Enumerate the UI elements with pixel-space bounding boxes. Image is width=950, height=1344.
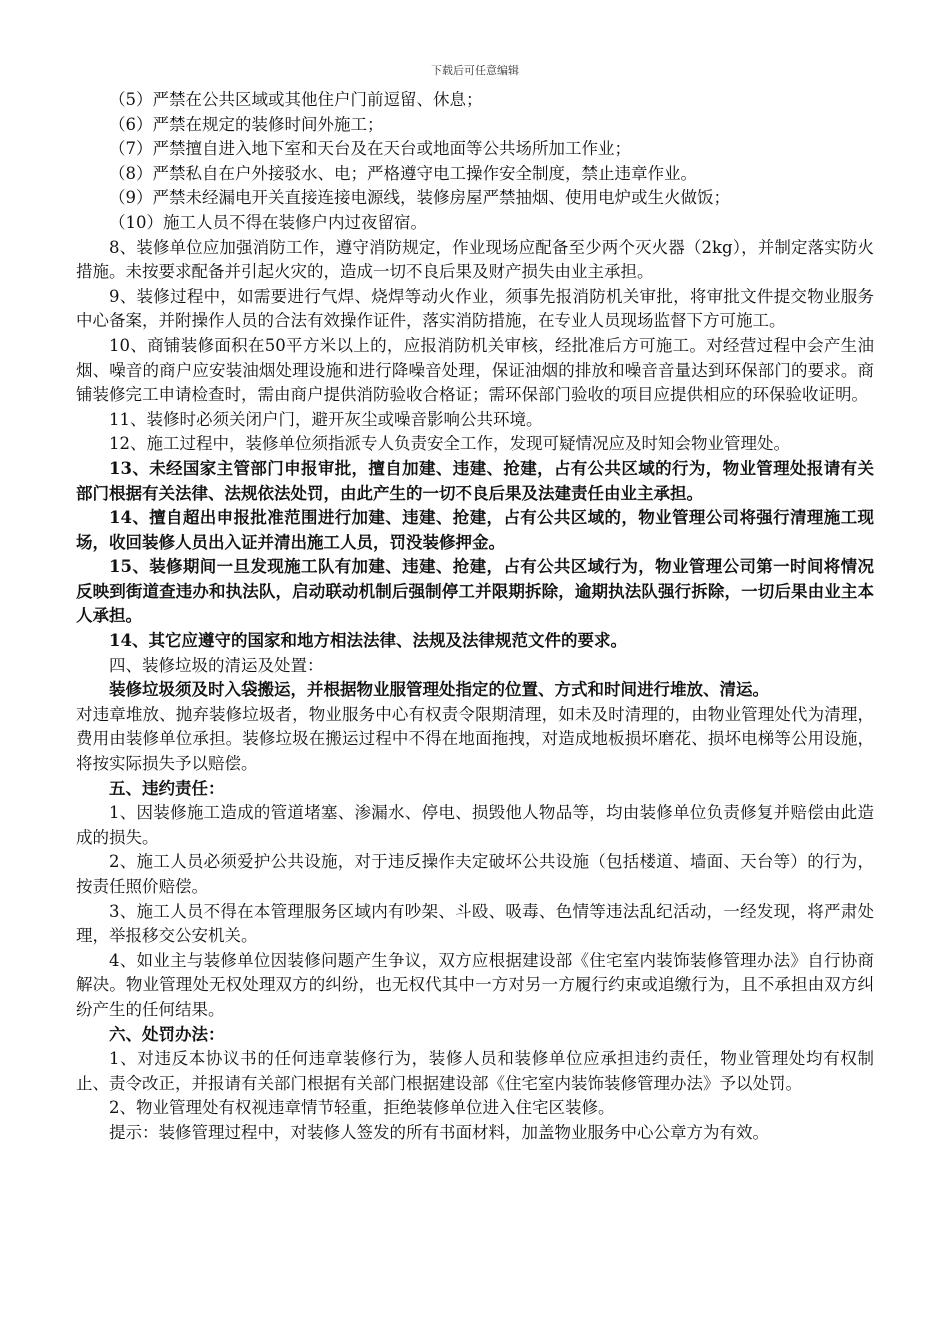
paragraph: （8）严禁私自在户外接驳水、电；严格遵守电工操作安全制度，禁止违章作业。 (109, 163, 697, 183)
paragraph: 11、装修时必须关闭户门，避开灰尘或噪音影响公共环境。 (109, 409, 543, 429)
paragraph: 14、其它应遵守的国家和地方相法法律、法规及法律规范文件的要求。 (109, 631, 627, 651)
paragraph: （7）严禁擅自进入地下室和天台及在天台或地面等公共场所加工作业； (109, 139, 631, 159)
paragraph: 14、擅自超出申报批准范围进行加建、违建、抢建，占有公共区域的，物业管理公司将强行清理施工现场，收回装修人员出入证并清出施工人员，罚没装修押金。 (76, 508, 874, 552)
paragraph: 提示：装修管理过程中，对装修人签发的所有书面材料，加盖物业服务中心公章方为有效。 (109, 1122, 769, 1142)
document-body (76, 88, 874, 1146)
paragraph: 1、因装修施工造成的管道堵塞、渗漏水、停电、损毁他人物品等，均由装修单位负责修复并赔偿由此造成的损失。 (76, 803, 874, 847)
paragraph: （5）严禁在公共区域或其他住户门前逗留、休息； (109, 90, 483, 109)
paragraph: 装修垃圾须及时入袋搬运，并根据物业服管理处指定的位置、方式和时间进行堆放、清运。 (109, 680, 769, 700)
paragraph: 10、商铺装修面积在50平方米以上的，应报消防机关审核，经批准后方可施工。对经营过程中会产生油烟、噪音的商户应安装油烟处理设施和进行降噪音处理，保证油烟的排放和噪音音量达到环保部门的要求。商铺装修完工申请检查时，需由商户提供消防验收合格证；需环保部门验收的项目应提供相应的环保验收证明。 (76, 335, 874, 405)
paragraph: 2、施工人员必须爱护公共设施，对于违反操作夫定破坏公共设施（包括楼道、墙面、天台等）的行为，按责任照价赔偿。 (76, 852, 874, 896)
paragraph: 五、违约责任： (109, 778, 225, 798)
paragraph: 六、处罚办法： (109, 1024, 225, 1044)
paragraph: 9、装修过程中，如需要进行气焊、烧焊等动火作业，须事先报消防机关审批，将审批文件提交物业服务中心备案，并附操作人员的合法有效操作证件，落实消防措施，在专业人员现场监督下方可施工。 (76, 286, 874, 331)
paragraph: 四、装修垃圾的清运及处置： (109, 655, 324, 675)
paragraph: 对违章堆放、抛弃装修垃圾者，物业服务中心有权责令限期清理，如未及时清理的，由物业管理处代为清理，费用由装修单位承担。装修垃圾在搬运过程中不得在地面拖拽，对造成地板损坏磨花、损坏电梯等公用设施，将按实际损失予以赔偿。 (76, 704, 874, 774)
paragraph: 13、未经国家主管部门申报审批，擅自加建、违建、抢建，占有公共区域的行为，物业管理处报请有关部门根据有关法律、法规依法处罚，由此产生的一切不良后果及法建责任由业主承担。 (76, 458, 874, 503)
paragraph: 1、对违反本协议书的任何违章装修行为，装修人员和装修单位应承担违约责任，物业管理处均有权制止、责令改正，并报请有关部门根据有关部门根据建设部《住宅室内装饰装修管理办法》予以处罚。 (76, 1049, 874, 1093)
paragraph: （6）严禁在规定的装修时间外施工； (109, 114, 384, 134)
paragraph: （9）严禁未经漏电开关直接连接电源线，装修房屋严禁抽烟、使用电炉或生火做饭； (109, 188, 730, 208)
paragraph: 8、装修单位应加强消防工作，遵守消防规定，作业现场应配备至少两个灭火器（2kg），并制定落实防火措施。未按要求配备并引起火灾的，造成一切不良后果及财产损失由业主承担。 (76, 237, 874, 282)
paragraph: （10）施工人员不得在装修户内过夜留宿。 (109, 212, 427, 232)
paragraph: 3、施工人员不得在本管理服务区域内有吵架、斗殴、吸毒、色情等违法乱纪活动，一经发现，将严肃处理，举报移交公安机关。 (76, 901, 874, 946)
paragraph: 4、如业主与装修单位因装修问题产生争议，双方应根据建设部《住宅室内装饰装修管理办法》自行协商解决。物业管理处无权处理双方的纠纷，也无权代其中一方对另一方履行约束或追缴行为，且不承担由双方纠纷产生的任何结果。 (76, 950, 874, 1019)
paragraph: 2、物业管理处有权视违章情节轻重，拒绝装修单位进入住宅区装修。 (109, 1098, 615, 1118)
paragraph: 15、装修期间一旦发现施工队有加建、违建、抢建，占有公共区域行为，物业管理公司第一时间将情况反映到街道查违办和执法队，启动联动机制后强制停工并限期拆除，逾期执法队强行拆除，一切后果由业主本人承担。 (76, 557, 874, 626)
page-header: 下载后可任意编辑 (431, 64, 519, 77)
paragraph: 12、施工过程中，装修单位须指派专人负责安全工作，发现可疑情况应及时知会物业管理处。 (109, 434, 790, 454)
